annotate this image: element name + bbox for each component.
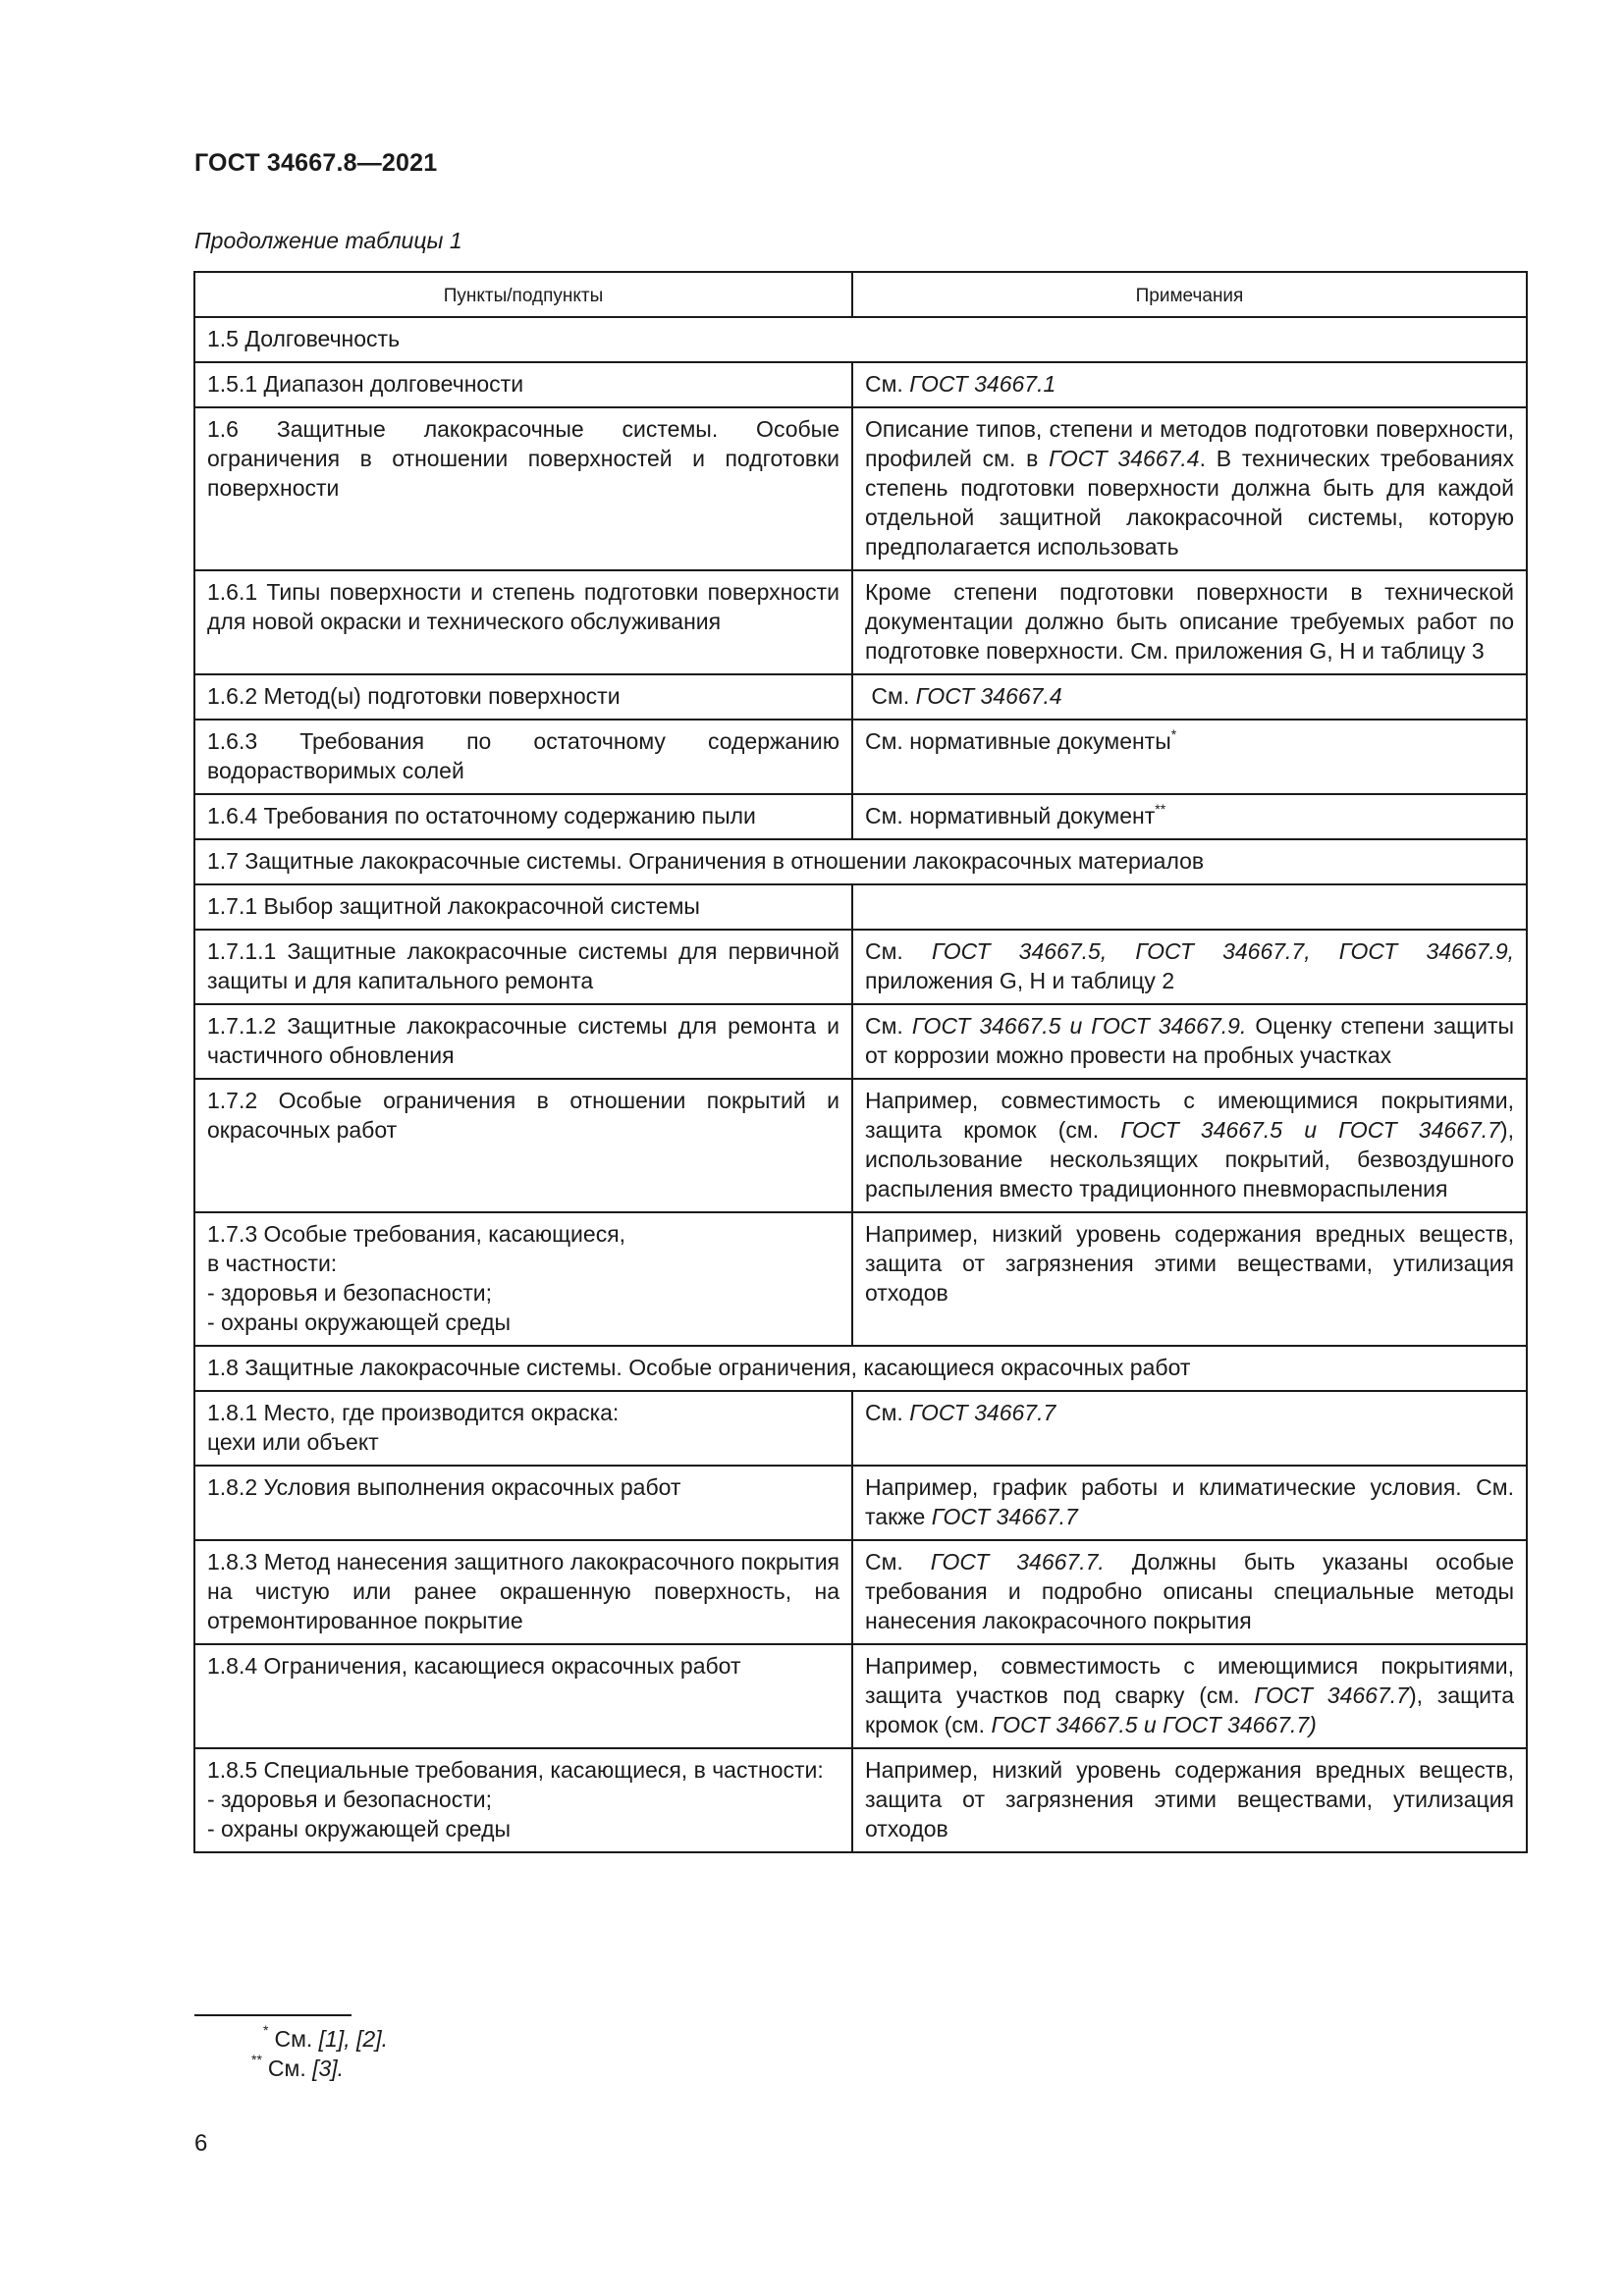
section-heading: 1.5 Долговечность — [194, 317, 1527, 362]
note-text: См. — [865, 683, 916, 709]
item-cell: 1.6.3 Требования по остаточному содержанию водорастворимых солей — [194, 720, 852, 794]
item-cell: 1.7.1.2 Защитные лакокрасочные системы для ремонта и частичного обновления — [194, 1004, 852, 1079]
note-cell — [852, 1644, 1527, 1748]
note-text: Например, совместимость с имеющимися покрытиями, защита участков под сварку (см. — [865, 1653, 1514, 1708]
table-row — [194, 317, 1527, 362]
table-caption: Продолжение таблицы 1 — [194, 228, 462, 253]
item-line: 1.7.3 Особые требования, касающиеся, — [207, 1221, 626, 1247]
note-text: Описание типов, степени и методов подготовки поверхности, профилей см. в — [865, 416, 1514, 471]
note-text: См. — [865, 938, 932, 964]
table-row — [194, 794, 1527, 839]
footnote-mark: * — [263, 2022, 269, 2038]
standard-reference: ГОСТ 34667.1 — [909, 371, 1056, 397]
note-text: Оценку степени защиты от коррозии можно провести на пробных участках — [865, 1013, 1514, 1068]
note-text: См. — [865, 1549, 931, 1575]
footnote-text: См. — [267, 2056, 313, 2081]
note-cell — [852, 1079, 1527, 1212]
section-heading: 1.7 Защитные лакокрасочные системы. Ограничения в отношении лакокрасочных материалов — [194, 839, 1527, 884]
item-cell: 1.6.4 Требования по остаточному содержанию пыли — [194, 794, 852, 839]
table-row — [194, 884, 1527, 930]
item-cell: 1.8.3 Метод нанесения защитного лакокрасочного покрытия на чистую или ранее окрашенную поверхность, на отремонтированное покрытие — [194, 1540, 852, 1644]
item-cell: 1.6 Защитные лакокрасочные системы. Особые ограничения в отношении поверхностей и подготовки поверхности — [194, 407, 852, 570]
table-row — [194, 1644, 1527, 1748]
standard-reference: ГОСТ 34667.5 и ГОСТ 34667.9. — [911, 1013, 1247, 1039]
item-cell: 1.6.2 Метод(ы) подготовки поверхности — [194, 674, 852, 720]
item-cell: 1.8.4 Ограничения, касающиеся окрасочных работ — [194, 1644, 852, 1748]
table-row — [194, 1540, 1527, 1644]
footnote-mark: ** — [251, 2052, 262, 2067]
table-row — [194, 570, 1527, 674]
note-cell — [852, 794, 1527, 839]
footnote-text: См. — [274, 2026, 319, 2052]
note-text: ), защита кромок (см. — [865, 1682, 1515, 1737]
item-line: цехи или объект — [207, 1429, 379, 1455]
item-cell — [194, 1212, 852, 1346]
note-cell — [852, 407, 1527, 570]
item-line: 1.8.1 Место, где производится окраска: — [207, 1400, 620, 1425]
item-cell: 1.8.2 Условия выполнения окрасочных работ — [194, 1466, 852, 1540]
note-cell: Кроме степени подготовки поверхности в технической документации должно быть описание требуемых работ по подготовке поверхности. См. приложения G, H и таблицу 3 — [852, 570, 1527, 674]
footnote-1 — [263, 2024, 388, 2054]
item-line: в частности: — [207, 1251, 338, 1276]
table-row — [194, 1346, 1527, 1391]
item-cell: 1.7.1.1 Защитные лакокрасочные системы для первичной защиты и для капитального ремонта — [194, 930, 852, 1004]
table-row — [194, 674, 1527, 720]
note-cell: Например, низкий уровень содержания вредных веществ, защита от загрязнения этими веществами, утилизация отходов — [852, 1212, 1527, 1346]
note-text: . В технических требованиях степень подготовки поверхности должна быть для каждой отдельной защитной лакокрасочной системы, которую предполагается использовать — [865, 446, 1515, 560]
item-cell: 1.6.1 Типы поверхности и степень подготовки поверхности для новой окраски и технического обслуживания — [194, 570, 852, 674]
note-cell — [852, 1540, 1527, 1644]
standard-reference: ГОСТ 34667.5 и ГОСТ 34667.7 — [1120, 1117, 1500, 1143]
standard-reference: ГОСТ 34667.7 — [931, 1504, 1078, 1529]
note-text: См. нормативный документ — [865, 803, 1156, 828]
note-cell — [852, 362, 1527, 407]
item-cell: 1.5.1 Диапазон долговечности — [194, 362, 852, 407]
note-cell — [852, 1391, 1527, 1466]
note-cell — [852, 1004, 1527, 1079]
table-row — [194, 839, 1527, 884]
table-row — [194, 1466, 1527, 1540]
page-number: 6 — [194, 2130, 208, 2157]
item-cell: 1.7.2 Особые ограничения в отношении покрытий и окрасочных работ — [194, 1079, 852, 1212]
item-line: - здоровья и безопасности; — [207, 1787, 492, 1812]
footnote-mark: ** — [1155, 801, 1166, 817]
table-row — [194, 1212, 1527, 1346]
standard-reference: ГОСТ 34667.5 и ГОСТ 34667.7) — [991, 1712, 1317, 1737]
note-cell — [852, 1466, 1527, 1540]
item-line: - охраны окружающей среды — [207, 1309, 512, 1335]
item-cell — [194, 1748, 852, 1852]
note-cell — [852, 930, 1527, 1004]
item-cell: 1.7.1 Выбор защитной лакокрасочной системы — [194, 884, 852, 930]
standard-reference: ГОСТ 34667.4 — [1049, 446, 1200, 471]
table-row — [194, 1004, 1527, 1079]
footnote-2 — [251, 2054, 388, 2083]
item-line: - здоровья и безопасности; — [207, 1280, 492, 1306]
item-line: 1.8.5 Специальные требования, касающиеся, в частности: — [207, 1757, 824, 1783]
bibliography-reference: [1], [2]. — [318, 2026, 388, 2052]
table-row — [194, 720, 1527, 794]
note-text: Должны быть указаны особые требования и подробно описаны специальные методы нанесения лакокрасочного покрытия — [865, 1549, 1515, 1633]
table-row — [194, 407, 1527, 570]
note-cell — [852, 884, 1527, 930]
standard-reference: ГОСТ 34667.5, ГОСТ 34667.7, ГОСТ 34667.9, — [931, 938, 1515, 964]
column-header-notes: Примечания — [852, 272, 1527, 317]
note-text: приложения G, H и таблицу 2 — [865, 968, 1175, 993]
table-row — [194, 1391, 1527, 1466]
footnotes — [251, 2022, 388, 2083]
note-cell: Например, низкий уровень содержания вредных веществ, защита от загрязнения этими веществами, утилизация отходов — [852, 1748, 1527, 1852]
table-row — [194, 1079, 1527, 1212]
column-header-items: Пункты/подпункты — [194, 272, 852, 317]
table-row — [194, 1748, 1527, 1852]
section-heading: 1.8 Защитные лакокрасочные системы. Особые ограничения, касающиеся окрасочных работ — [194, 1346, 1527, 1391]
item-cell — [194, 1391, 852, 1466]
note-text: См. — [865, 1013, 912, 1039]
standard-reference: ГОСТ 34667.7 — [909, 1400, 1056, 1425]
note-text: См. — [865, 1400, 910, 1425]
note-cell — [852, 720, 1527, 794]
table-row — [194, 362, 1527, 407]
table-header-row — [194, 272, 1527, 317]
standard-reference: ГОСТ 34667.4 — [915, 683, 1062, 709]
footnote-divider — [194, 2014, 352, 2016]
note-text: См. нормативные документы — [865, 728, 1171, 754]
note-text: ), использование нескользящих покрытий, безвоздушного распыления вместо традиционного пневмораспыления — [865, 1117, 1514, 1201]
note-text: Например, график работы и климатические условия. См. также — [865, 1474, 1514, 1529]
note-text: Например, совместимость с имеющимися покрытиями, защита кромок (см. — [865, 1088, 1514, 1143]
standard-title: ГОСТ 34667.8—2021 — [194, 149, 438, 177]
requirements-table — [193, 271, 1528, 1853]
bibliography-reference: [3]. — [312, 2056, 345, 2081]
footnote-mark: * — [1170, 726, 1177, 742]
standard-reference: ГОСТ 34667.7 — [1254, 1682, 1409, 1708]
standard-reference: ГОСТ 34667.7. — [930, 1549, 1105, 1575]
item-line: - охраны окружающей среды — [207, 1816, 512, 1842]
note-cell — [852, 674, 1527, 720]
table-row — [194, 930, 1527, 1004]
note-text: См. — [865, 371, 910, 397]
